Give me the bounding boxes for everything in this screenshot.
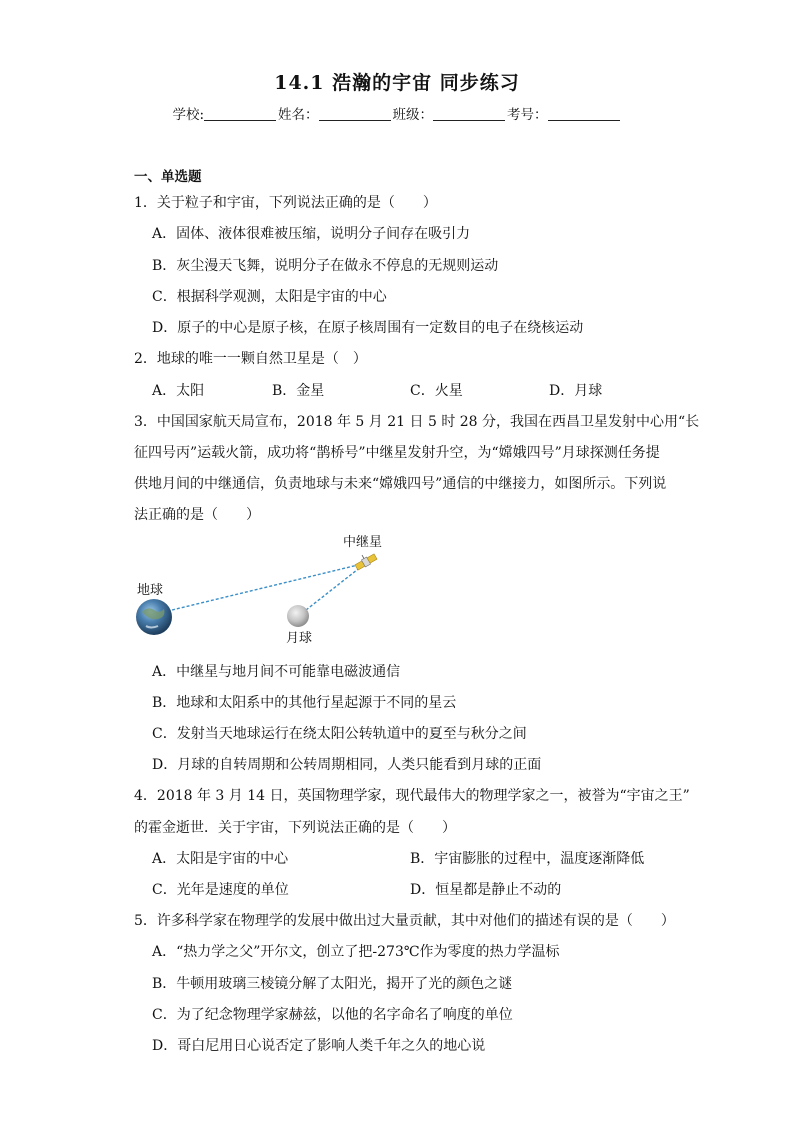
page-title: 14.1 浩瀚的宇宙 同步练习: [274, 72, 520, 94]
question-3-option-b[interactable]: B．地球和太阳系中的其他行星起源于不同的星云: [152, 695, 457, 711]
question-2-option-a[interactable]: A．太阳: [152, 383, 205, 399]
question-1-option-a[interactable]: A．固体、液体很难被压缩，说明分子间存在吸引力: [152, 226, 471, 242]
question-3-option-c[interactable]: C．发射当天地球运行在绕太阳公转轨道中的夏至与秋分之间: [152, 726, 527, 742]
question-3-stem-line-2: 征四号丙”运载火箭，成功将“鹊桥号”中继星发射升空，为“嫦娥四号”月球探测任务提: [134, 445, 660, 461]
moon-label: 月球: [286, 630, 313, 645]
class-blank[interactable]: [433, 108, 505, 121]
question-5-option-c[interactable]: C．为了纪念物理学家赫兹，以他的名字命名了响度的单位: [152, 1007, 513, 1023]
earth-moon-relay-figure: [126, 530, 406, 650]
section-heading: 一、单选题: [134, 169, 202, 185]
question-1-option-d[interactable]: D．原子的中心是原子核，在原子核周围有一定数目的电子在绕核运动: [152, 320, 584, 336]
question-2-stem: 2．地球的唯一一颗自然卫星是（ ）: [134, 351, 367, 367]
question-4-option-c[interactable]: C．光年是速度的单位: [152, 882, 289, 898]
question-4-option-a[interactable]: A．太阳是宇宙的中心: [152, 851, 289, 867]
question-3-option-d[interactable]: D．月球的自转周期和公转周期相同，人类只能看到月球的正面: [152, 757, 542, 773]
question-5-option-d[interactable]: D．哥白尼用日心说否定了影响人类千年之久的地心说: [152, 1038, 486, 1054]
question-5-option-b[interactable]: B．牛顿用玻璃三棱镜分解了太阳光，揭开了光的颜色之谜: [152, 976, 513, 992]
question-3-option-a[interactable]: A．中继星与地月间不可能靠电磁波通信: [152, 664, 401, 680]
moon-relay-link: [306, 566, 362, 610]
school-blank[interactable]: [204, 108, 276, 121]
question-1-option-b[interactable]: B．灰尘漫天飞舞，说明分子在做永不停息的无规则运动: [152, 258, 499, 274]
id-blank[interactable]: [548, 108, 620, 121]
question-1-stem: 1．关于粒子和宇宙，下列说法正确的是（ ）: [134, 195, 437, 211]
question-1-option-c[interactable]: C．根据科学观测，太阳是宇宙的中心: [152, 289, 387, 305]
relay-satellite-label: 中继星: [343, 534, 383, 549]
school-label: 学校:: [172, 107, 205, 123]
relay-satellite-icon: [352, 550, 377, 571]
earth-relay-link: [172, 564, 362, 610]
question-2-option-d[interactable]: D．月球: [549, 383, 603, 399]
question-5-option-a[interactable]: A．“热力学之父”开尔文，创立了把-273℃作为零度的热力学温标: [152, 944, 560, 960]
question-4-stem-line-2: 的霍金逝世．关于宇宙，下列说法正确的是（ ）: [134, 820, 456, 836]
question-4-option-d[interactable]: D．恒星都是静止不动的: [410, 882, 562, 898]
id-label: 考号：: [507, 107, 548, 123]
question-3-stem-line-3: 供地月间的中继通信，负责地球与未来“嫦娥四号”通信的中继接力，如图所示。下列说: [134, 476, 667, 492]
question-3-stem-line-4: 法正确的是（ ）: [134, 507, 260, 523]
question-2-option-c[interactable]: C．火星: [410, 383, 463, 399]
question-2-option-b[interactable]: B．金星: [272, 383, 325, 399]
student-info-row: [0, 103, 794, 123]
name-label: 姓名：: [278, 107, 319, 123]
question-5-stem: 5．许多科学家在物理学的发展中做出过大量贡献，其中对他们的描述有误的是（ ）: [134, 913, 675, 929]
class-label: 班级：: [392, 107, 434, 123]
question-3-stem-line-1: 3．中国国家航天局宣布，2018 年 5 月 21 日 5 时 28 分，我国在西昌卫星发射中心用“长: [134, 414, 700, 430]
name-blank[interactable]: [319, 108, 391, 121]
earth-label: 地球: [137, 582, 164, 597]
question-4-option-b[interactable]: B．宇宙膨胀的过程中，温度逐渐降低: [410, 851, 645, 867]
question-4-stem-line-1: 4．2018 年 3 月 14 日，英国物理学家，现代最伟大的物理学家之一，被誉为“宇宙之王”: [134, 788, 690, 804]
moon-icon: [287, 605, 309, 627]
